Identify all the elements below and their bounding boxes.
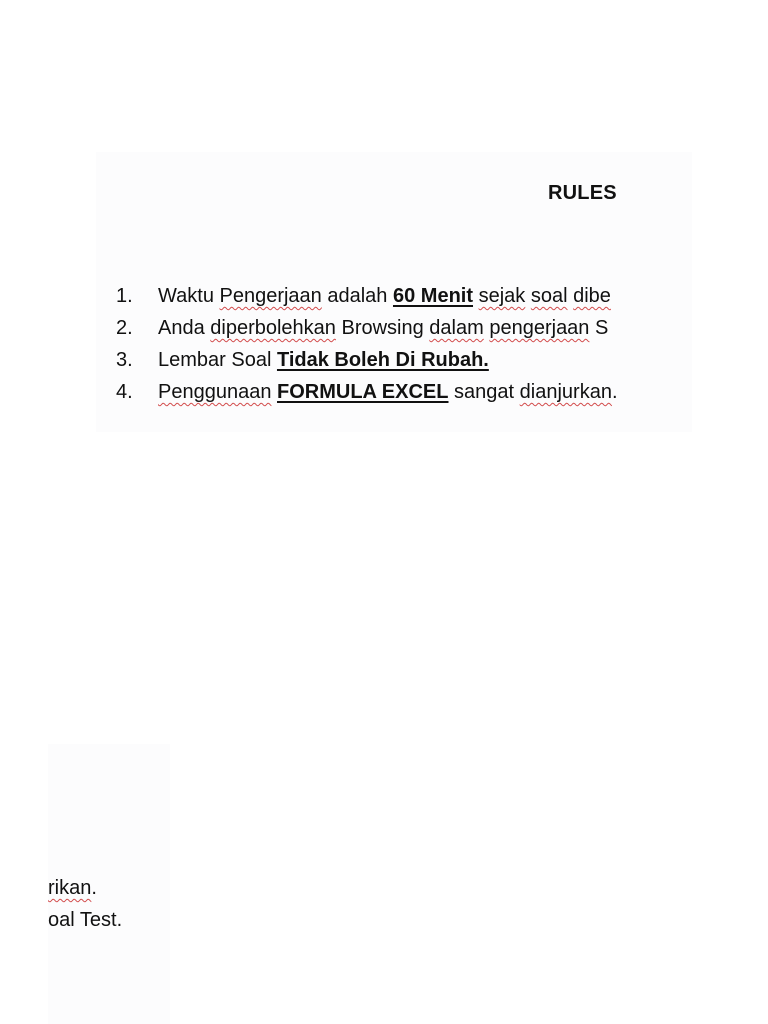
rule-text-segment: Browsing: [335, 317, 430, 339]
spellcheck-word: rikan: [48, 877, 92, 899]
rule-text: [158, 344, 489, 376]
rule-text-segment: S: [589, 317, 609, 339]
spellcheck-word: Penggunaan: [158, 381, 272, 403]
spellcheck-word: dibe: [573, 285, 611, 307]
rules-panel: [96, 152, 692, 432]
rule-number: 3.: [116, 349, 133, 371]
rules-title: RULES: [548, 182, 617, 204]
spellcheck-word: pengerjaan: [489, 317, 590, 339]
rule-emphasis: FORMULA EXCEL: [277, 381, 449, 403]
overflow-line-2: [48, 904, 122, 936]
rule-number: 1.: [116, 285, 133, 307]
rule-emphasis: 60 Menit: [392, 285, 474, 307]
spellcheck-word: soal: [530, 285, 568, 307]
rule-text: [158, 280, 611, 312]
rule-text-segment: Lembar Soal: [158, 349, 277, 371]
rule-text-segment: .: [611, 381, 618, 403]
spellcheck-word: diperbolehkan: [210, 317, 336, 339]
rule-text-segment: Anda: [158, 317, 211, 339]
rule-text-segment: Waktu: [158, 285, 220, 307]
spellcheck-word: sejak: [478, 285, 526, 307]
overflow-panel: [48, 744, 170, 1024]
overflow-text-segment: oal Test.: [48, 909, 123, 931]
overflow-line-1: [48, 872, 97, 904]
rule-number: 2.: [116, 317, 133, 339]
spellcheck-word: Pengerjaan: [219, 285, 322, 307]
rule-text-segment: sangat: [448, 381, 520, 403]
rule-text: [158, 312, 608, 344]
rule-number: 4.: [116, 381, 133, 403]
spellcheck-word: dalam: [429, 317, 484, 339]
rule-text-segment: adalah: [321, 285, 393, 307]
rule-text: [158, 376, 618, 408]
overflow-text-segment: .: [91, 877, 97, 899]
rule-emphasis: Tidak Boleh Di Rubah.: [276, 349, 489, 371]
spellcheck-word: dianjurkan: [519, 381, 612, 403]
